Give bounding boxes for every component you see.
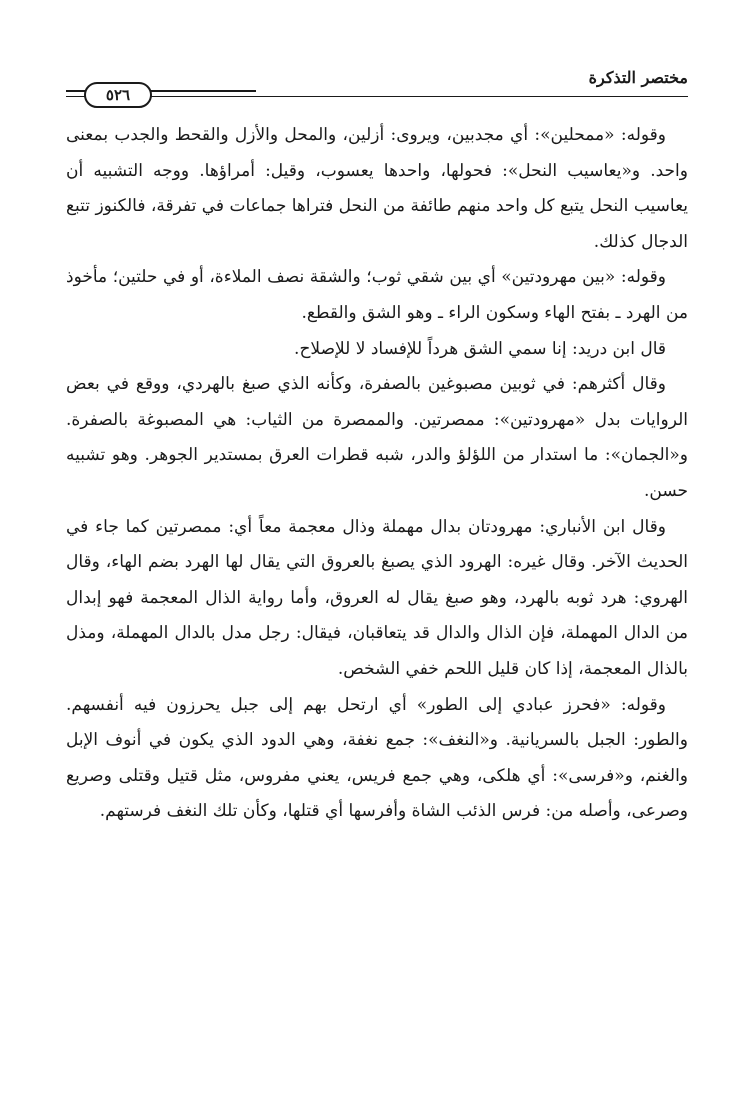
paragraph: وقوله: «فحرز عبادي إلى الطور» أي ارتحل بهم إلى جبل يحرزون فيه أنفسهم. والطور: الجبل بالسريانية. و«النغف»: جمع نغفة، وهي الدود الذي يكون في أنوف الإبل والغنم، و«فرسى»: أي هلكى، وهي جمع فريس، يعني مفروس، مثل قتيل وقتلى وصريع وصرعى، وأصله من: فرس الذئب الشاة وأفرسها أي قتلها، وكأن تلك النغف فرستهم. (66, 694, 688, 822)
page-header (66, 62, 688, 104)
paragraph: وقال ابن الأنباري: مهرودتان بدال مهملة وذال معجمة معاً أي: ممصرتين كما جاء في الحديث الآخر. وقال غيره: الهرود الذي يصبغ بالعروق التي يقال لها الهرد بضم الهاء، وقال الهروي: هرد ثوبه بالهرد، وهو صبغ يقال له العروق، وأما رواية الذال المعجمة فهو إبدال من الدال المهملة، فإن الذال والدال قد يتعاقبان، فيقال: رجل مدل بالدال المهملة، ومذل بالذال المعجمة، إذا كان قليل اللحم خفي الشخص. (66, 516, 688, 679)
paragraph: وقال أكثرهم: في ثوبين مصبوغين بالصفرة، وكأنه الذي صبغ بالهردي، ووقع في بعض الروايات بدل «مهرودتين»: ممصرتين. والممصرة من الثياب: هي المصبوغة بالصفرة. و«الجمان»: ما استدار من اللؤلؤ والدر، شبه قطرات العرق بمستدير الجوهر. وهو تشبيه حسن. (66, 374, 688, 501)
header-underline (256, 96, 688, 97)
paragraph: وقوله: «ممحلين»: أي مجدبين، ويروى: أزلين، والمحل والأزل والقحط والجدب بمعنى واحد. و«يعاسيب النحل»: فحولها، واحدها يعسوب، وقيل: أمراؤها. ووجه التشبيه أن يعاسيب النحل يتبع كل واحد منهم طائفة من النحل فتراها جماعات في تفرقة، فالكنوز تتبع الدجال كذلك. (66, 125, 688, 252)
page-number: ٥٢٦ (84, 82, 152, 108)
page-body (66, 118, 688, 830)
paragraph: وقوله: «بين مهرودتين» أي بين شقي ثوب؛ والشقة نصف الملاءة، أو في حلتين؛ مأخوذ من الهرد ـ بفتح الهاء وسكون الراء ـ وهو الشق والقطع. (66, 267, 688, 323)
paragraph: قال ابن دريد: إنا سمي الشق هرداً للإفساد لا للإصلاح. (294, 338, 666, 359)
running-title: مختصر التذكرة (588, 68, 688, 87)
page-number-ornament (66, 76, 256, 104)
